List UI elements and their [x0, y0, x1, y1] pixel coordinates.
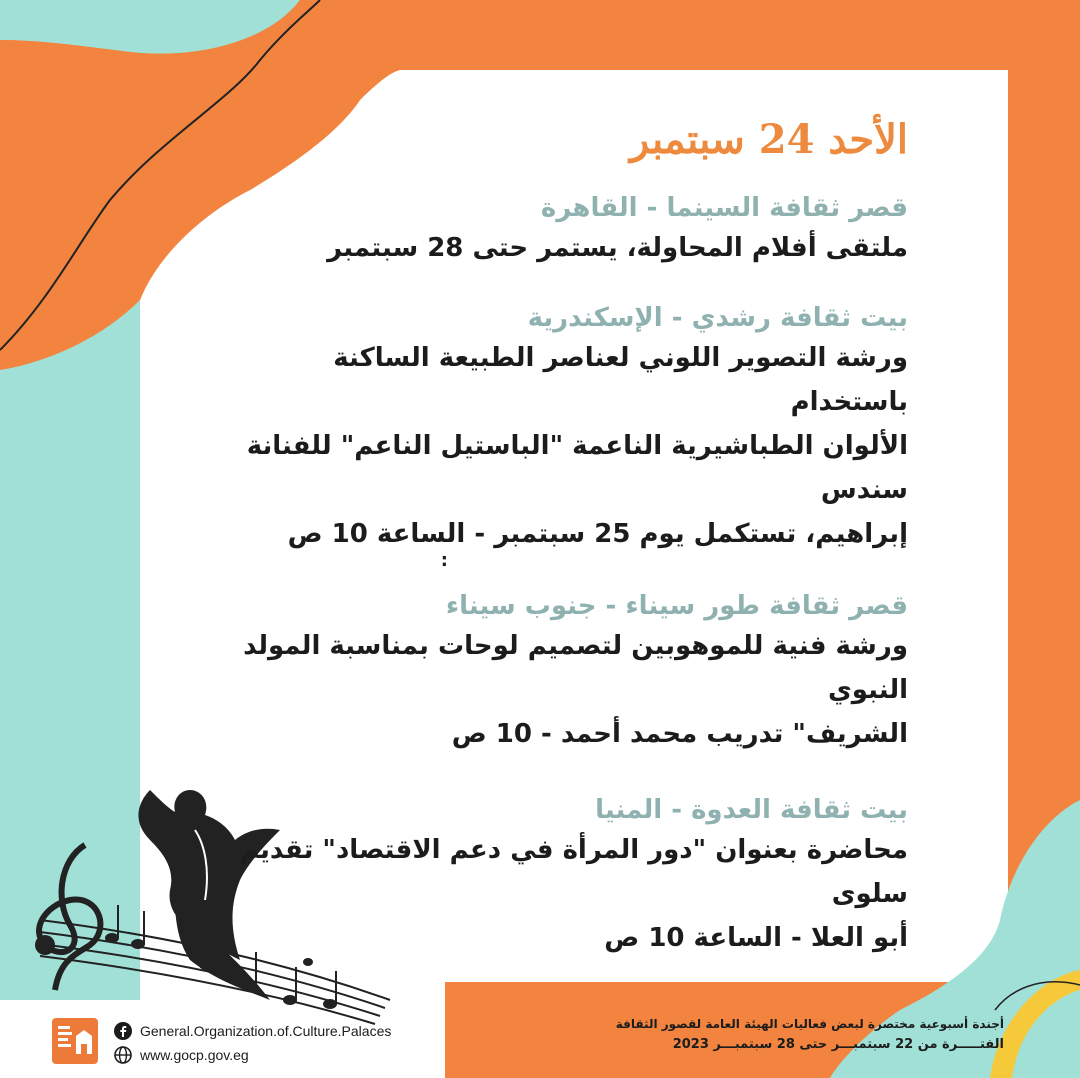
facebook-handle: General.Organization.of.Culture.Palaces: [140, 1023, 392, 1039]
gocp-logo: [52, 1018, 98, 1064]
day-title: الأحد 24 سبتمبر: [629, 116, 908, 163]
website-link[interactable]: [114, 1044, 249, 1066]
event-description: ورشة فنية للموهوبين لتصميم لوحات بمناسبة المولد النبوي الشريف" تدريب محمد أحمد - 10 ص: [243, 631, 908, 749]
event-description: ملتقى أفلام المحاولة، يستمر حتى 28 سبتمبر: [327, 233, 908, 263]
event-description: ورشة التصوير اللوني لعناصر الطبيعة الساكنة باستخدام الألوان الطباشيرية الناعمة "الباستيل الناعم" للفنانة سندس إبراهيم، تستكمل يوم 25 سبتمبر - الساعة 10 ص: [246, 343, 908, 549]
agenda-content: [208, 112, 908, 960]
website-url: www.gocp.gov.eg: [140, 1047, 249, 1063]
stray-mark: :: [440, 550, 448, 571]
event-venue: قصر ثقافة السينما - القاهرة: [540, 193, 908, 223]
event-venue: قصر ثقافة طور سيناء - جنوب سيناء: [445, 591, 908, 621]
event-item: [208, 588, 908, 756]
event-item: [208, 792, 908, 960]
footer-contact: [52, 1018, 412, 1070]
agenda-dates: الفتـــــرة من 22 سبتمبـــر حتى 28 سبتمبـــر 2023: [672, 1037, 1004, 1052]
agenda-subtitle: أجندة أسبوعية مختصرة لبعض فعاليات الهيئة العامة لقصور الثقافة: [615, 1017, 1004, 1031]
event-item: [208, 190, 908, 270]
event-venue: بيت ثقافة العدوة - المنيا: [595, 795, 908, 825]
facebook-link[interactable]: [114, 1020, 391, 1042]
facebook-icon: [114, 1022, 132, 1040]
globe-icon: [114, 1046, 132, 1064]
event-venue: بيت ثقافة رشدي - الإسكندرية: [527, 303, 908, 333]
event-item: [208, 300, 908, 570]
agenda-period: [564, 1014, 1004, 1056]
event-description: محاضرة بعنوان "دور المرأة في دعم الاقتصاد" تقديم سلوى أبو العلا - الساعة 10 ص: [239, 835, 908, 953]
